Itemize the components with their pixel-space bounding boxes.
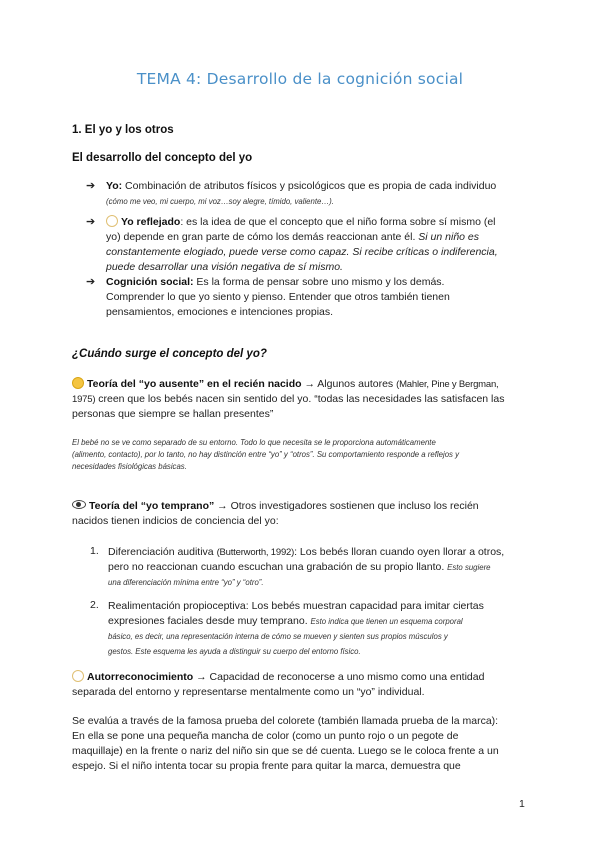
teoria-temprano-text1: → Otros investigadores sostienen que incluso los recién: [214, 500, 479, 512]
arrow-bullet-icon: ➔: [86, 180, 96, 192]
bullet-reflejado-italic2: Si un niño es: [418, 231, 480, 243]
list-item-2-note2: básico, es decir, una representación interna de cómo se mueven y sienten sus propios músculos y: [108, 632, 448, 641]
list-item-1-note: Esto sugiere: [447, 563, 491, 572]
teoria-ausente-text2: personas que siempre se hallan presentes”: [72, 408, 274, 420]
teoria-ausente-note1: El bebé no se ve como separado de su entorno. Todo lo que necesita se le proporciona automáticamente: [72, 438, 436, 447]
final-paragraph-line: espejo. Si el niño intenta tocar su propia frente para quitar la marca, demuestra que: [72, 760, 461, 772]
bullet-yo-label: Yo:: [106, 180, 123, 192]
teoria-ausente-label: Teoría del “yo ausente” en el recién nacido: [87, 378, 302, 390]
bullet-cognicion-social: [106, 275, 536, 320]
bullet-yo-example: (cómo me veo, mi cuerpo, mi voz…soy alegre, tímido, valiente…).: [106, 197, 334, 206]
arrow-bullet-icon: ➔: [86, 276, 96, 288]
final-paragraph: [72, 714, 532, 774]
page-title: TEMA 4: Desarrollo de la cognición social: [136, 70, 464, 88]
subsection-heading: El desarrollo del concepto del yo: [72, 152, 253, 164]
bullet-reflejado-italic3: constantemente elogiado, puede verse como capaz. Si recibe críticas o indiferencia,: [106, 246, 498, 258]
final-paragraph-line: maquillaje) en la frente o nariz del niño sin que se dé cuenta. Luego se le coloca frente a un: [72, 745, 499, 757]
autorreconocimiento-text1: → Capacidad de reconocerse a uno mismo como una entidad: [193, 671, 485, 683]
teoria-ausente-arrow: → Algunos autores: [301, 378, 397, 390]
bullet-yo: [106, 179, 536, 209]
question-heading: ¿Cuándo surge el concepto del yo?: [72, 348, 267, 360]
bullet-reflejado-text2: yo) depende en gran parte de cómo los demás reaccionan ante él.: [106, 231, 419, 243]
teoria-ausente-note3: necesidades fisiológicas básicas.: [72, 462, 187, 471]
list-item-2-line1: Realimentación propioceptiva: Los bebés muestran capacidad para imitar ciertas: [108, 600, 484, 612]
bullet-cognicion-label: Cognición social:: [106, 276, 194, 288]
list-item-1-note2: una diferenciación mínima entre “yo” y “otro”.: [108, 578, 264, 587]
list-number: 1.: [90, 545, 99, 557]
bullet-yo-reflejado: [106, 215, 536, 275]
bullet-reflejado-italic4: puede desarrollar una visión negativa de sí mismo.: [106, 261, 343, 273]
list-item-1-citation: (Butterworth, 1992): [216, 547, 295, 558]
teoria-ausente-note: [72, 437, 532, 473]
list-item-2-note3: gestos. Este esquema les ayuda a distinguir su cuerpo del entorno físico.: [108, 647, 361, 656]
list-item-1-line1a: Diferenciación auditiva: [108, 546, 217, 558]
final-paragraph-line: Se evalúa a través de la famosa prueba del colorete (también llamada prueba de la marca):: [72, 715, 499, 727]
arrow-bullet-icon: ➔: [86, 216, 96, 228]
list-item-2-note: Esto indica que tienen un esquema corporal: [310, 617, 463, 626]
autorreconocimiento: [72, 670, 532, 700]
section-heading: 1. El yo y los otros: [72, 124, 174, 136]
list-number: 2.: [90, 599, 99, 611]
list-item: [108, 599, 538, 659]
bullet-reflejado-label: Yo reflejado: [121, 216, 181, 228]
autorreconocimiento-text2: separada del entorno y representarse mentalmente como un “yo” individual.: [72, 686, 425, 698]
teoria-ausente-note2: (alimento, contacto), por lo tanto, no hay distinción entre “yo” y “otros”. Su comportamiento responde a reflejos y: [72, 450, 460, 459]
bullet-yo-text: Combinación de atributos físicos y psicológicos que es propia de cada individuo: [122, 180, 497, 192]
autorreconocimiento-label: Autorreconocimiento: [87, 671, 194, 683]
list-item: [108, 545, 538, 590]
teoria-temprano-text2: nacidos tienen indicios de conciencia del yo:: [72, 515, 279, 527]
bullet-reflejado-text1: : es la idea de que el concepto que el niño forma sobre sí mismo (el: [180, 216, 496, 228]
teoria-ausente-text1: creen que los bebés nacen sin sentido del yo. “todas las necesidades las satisfacen las: [95, 393, 505, 405]
list-item-1-line2: pero no reaccionan cuando escuchan una grabación de su propio llanto.: [108, 561, 448, 573]
bullet-cognicion-text2: Comprender lo que yo siento y pienso. Entender que otros también tienen: [106, 291, 450, 303]
bullet-cognicion-text1: Es la forma de pensar sobre uno mismo y los demás.: [193, 276, 445, 288]
teoria-ausente-authors: (Mahler, Pine y Bergman,: [396, 379, 499, 390]
teoria-temprano-label: Teoría del “yo temprano”: [89, 500, 215, 512]
teoria-yo-ausente: [72, 377, 532, 422]
eye-icon: [72, 500, 86, 509]
teoria-yo-temprano: [72, 499, 532, 529]
list-item-2-line2: expresiones faciales desde muy temprano.: [108, 615, 311, 627]
final-paragraph-line: En ella se pone una pequeña mancha de color (como un punto rojo o un pegote de: [72, 730, 459, 742]
bullet-cognicion-text3: pensamientos, emociones e intenciones propias.: [106, 306, 334, 318]
mirror-icon: [106, 215, 118, 227]
mirror-icon: [72, 670, 84, 682]
baby-icon: [72, 377, 84, 389]
teoria-ausente-year: 1975): [72, 394, 96, 405]
list-item-1-line1c: : Los bebés lloran cuando oyen llorar a otros,: [294, 546, 505, 558]
page-number: 1: [519, 798, 525, 810]
